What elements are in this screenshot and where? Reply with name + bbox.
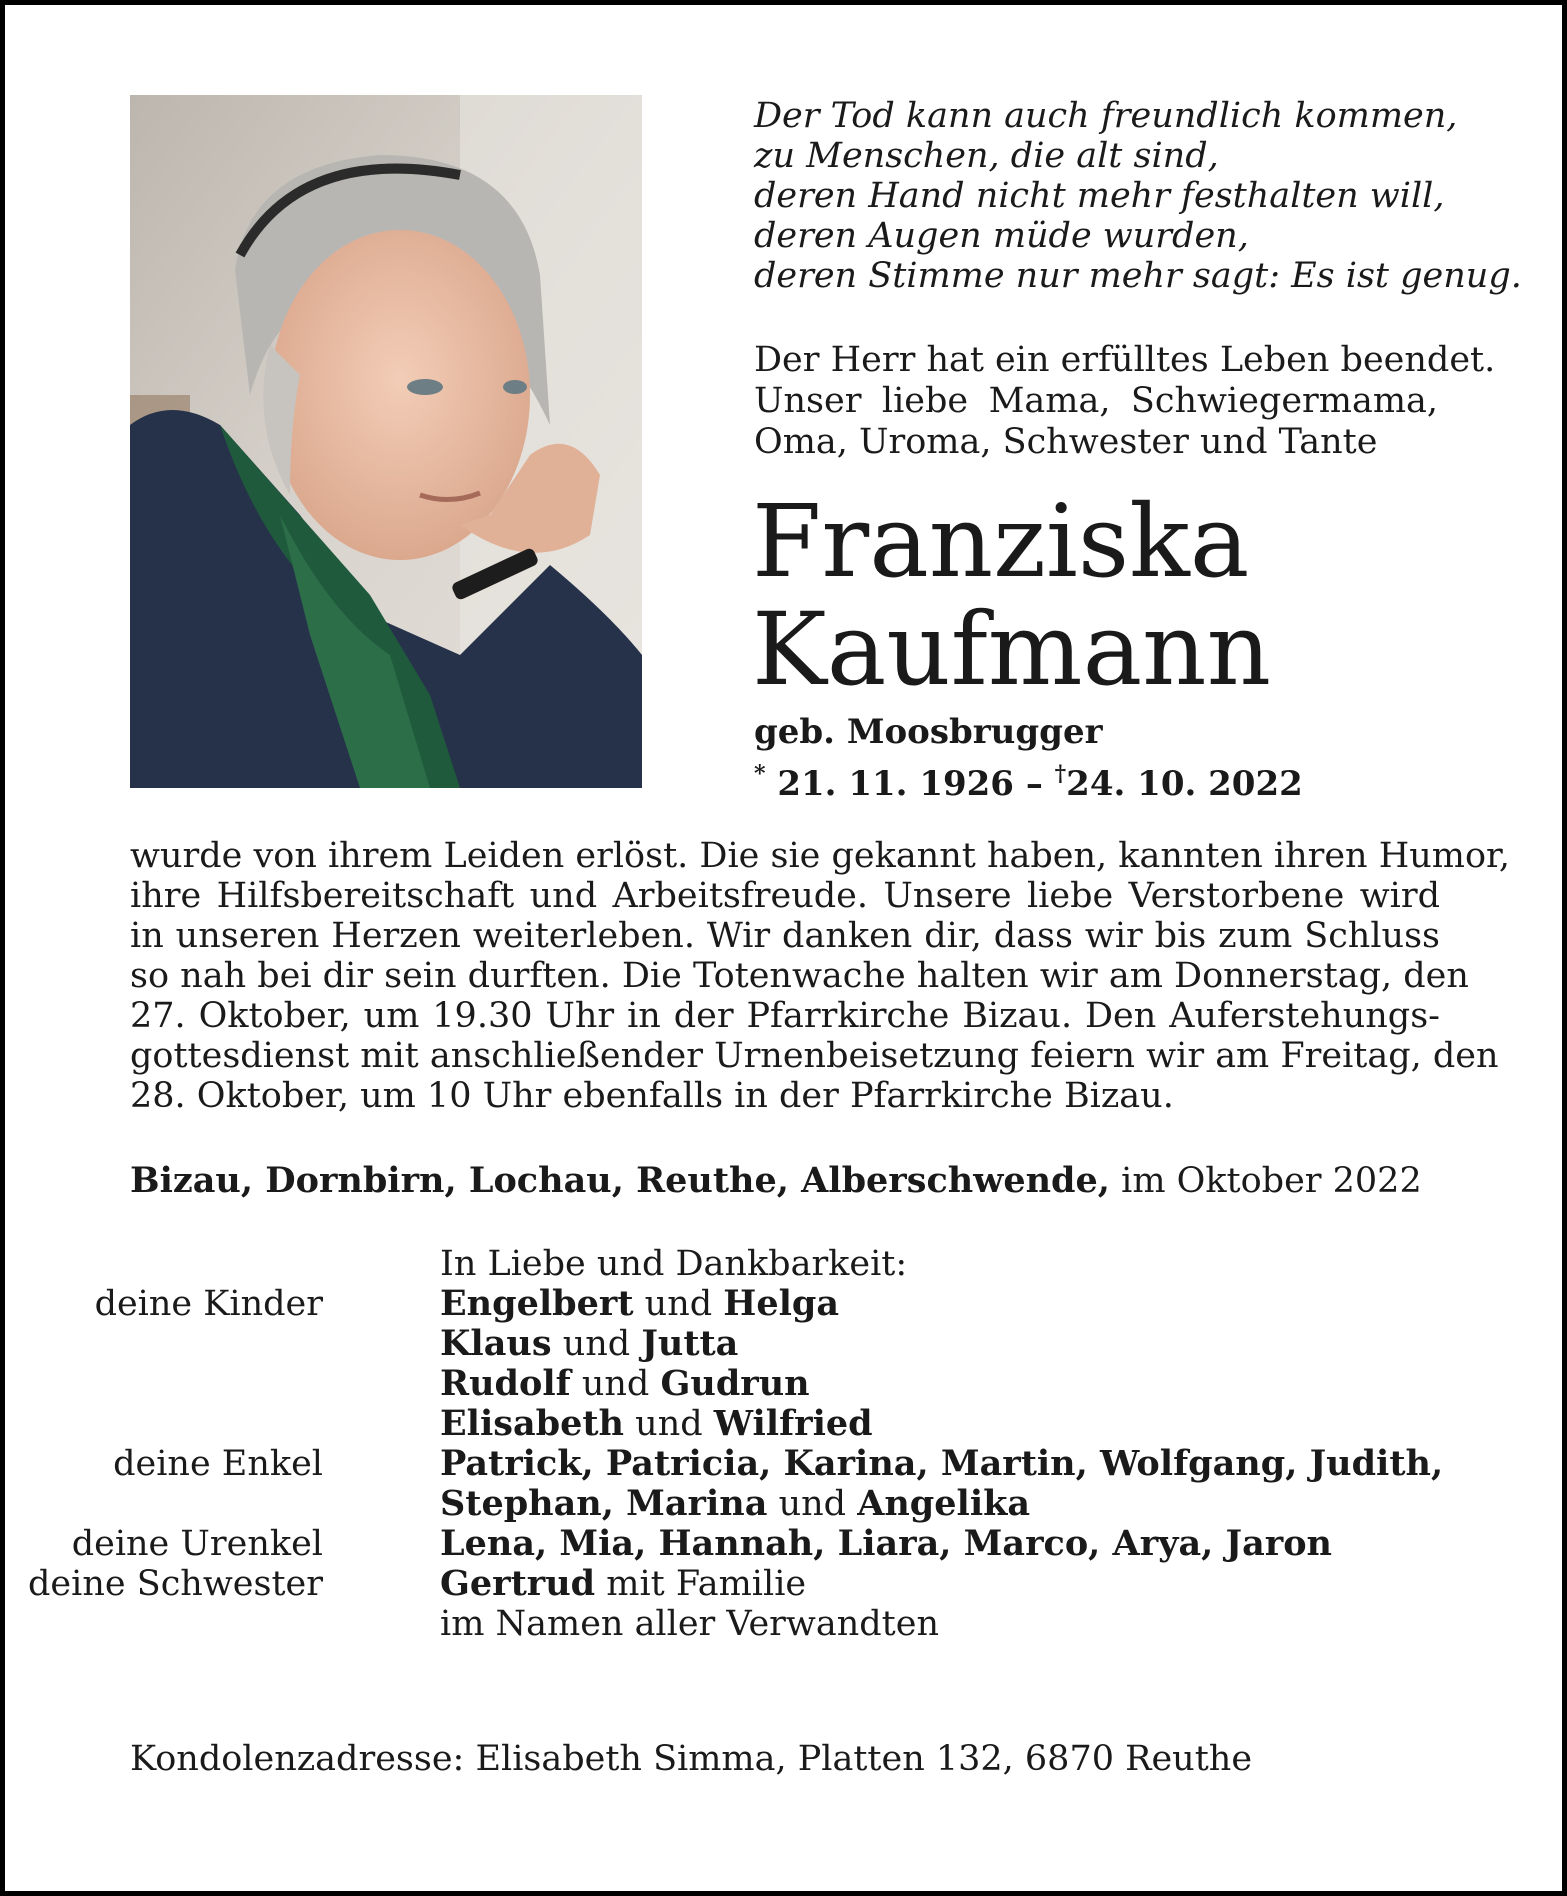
life-dates: [754, 754, 1303, 804]
conjunction: und: [644, 1284, 713, 1324]
places-towns: Bizau, Dornbirn, Lochau, Reuthe, Alberschwende,: [130, 1160, 1110, 1201]
person-names: Lena, Mia, Hannah, Liara, Marco, Arya, Jaron: [440, 1523, 1333, 1564]
enkel-names: [440, 1444, 1443, 1484]
poem-line: deren Hand nicht mehr festhalten will,: [754, 176, 1445, 216]
body-line: in unseren Herzen weiterleben. Wir danken dir, dass wir bis zum Schluss: [130, 916, 1440, 956]
portrait-photo: [130, 95, 642, 788]
person-name: Wilfried: [713, 1403, 873, 1444]
kinder-pair: [440, 1324, 738, 1364]
person-name: Helga: [723, 1283, 840, 1324]
intro-line: Oma, Uroma, Schwester und Tante: [754, 422, 1378, 462]
poem: [754, 96, 1522, 296]
relation-label: deine Enkel: [113, 1444, 323, 1484]
relation-label: deine Urenkel: [71, 1524, 323, 1564]
signoff-heading: In Liebe und Dankbarkeit:: [440, 1244, 908, 1284]
person-name: Engelbert: [440, 1283, 634, 1324]
date-dash: –: [1025, 764, 1043, 804]
first-name: Franziska: [752, 483, 1250, 600]
relatives-line: im Namen aller Verwandten: [440, 1604, 939, 1644]
intro-text: [754, 340, 1496, 463]
person-name: Jutta: [641, 1323, 739, 1364]
relation-label: deine Schwester: [28, 1564, 323, 1604]
body-line: 28. Oktober, um 10 Uhr ebenfalls in der Pfarrkirche Bizau.: [130, 1076, 1174, 1116]
kinder-pair: [440, 1364, 810, 1404]
kinder-pair: [440, 1404, 873, 1444]
schwester-names: [440, 1564, 806, 1604]
body-line: wurde von ihrem Leiden erlöst. Die sie gekannt haben, kannten ihren Humor,: [130, 836, 1511, 876]
conjunction: und: [562, 1324, 631, 1364]
urenkel-names: [440, 1524, 1332, 1564]
condolence-address: Kondolenzadresse: Elisabeth Simma, Platten 132, 6870 Reuthe: [130, 1739, 1253, 1779]
intro-line: Der Herr hat ein erfülltes Leben beendet.: [754, 340, 1496, 380]
conjunction: und: [778, 1484, 847, 1524]
poem-line: deren Stimme nur mehr sagt: Es ist genug.: [754, 256, 1522, 296]
body-line: 27. Oktober, um 19.30 Uhr in der Pfarrkirche Bizau. Den Auferstehungs-: [130, 996, 1440, 1036]
birth-date: 21. 11. 1926: [777, 764, 1014, 804]
deceased-name: [752, 483, 1271, 708]
person-name: Gertrud: [440, 1563, 596, 1604]
death-mark: †: [1054, 761, 1067, 787]
person-name: Rudolf: [440, 1363, 571, 1404]
body-line: so nah bei dir sein durften. Die Totenwache halten wir am Donnerstag, den: [130, 956, 1469, 996]
birth-mark: *: [754, 761, 766, 787]
conjunction: und: [635, 1404, 703, 1444]
person-name: Klaus: [440, 1323, 552, 1364]
death-date: 24. 10. 2022: [1066, 764, 1303, 804]
last-name: Kaufmann: [752, 591, 1271, 708]
body-line: ihre Hilfsbereitschaft und Arbeitsfreude. Unsere liebe Verstorbene wird: [130, 876, 1440, 916]
intro-line: Unser liebe Mama, Schwiegermama,: [754, 381, 1438, 421]
poem-line: deren Augen müde wurden,: [754, 216, 1249, 256]
person-name: Gudrun: [660, 1363, 810, 1404]
kinder-pair: [440, 1284, 839, 1324]
enkel-names: [440, 1484, 1030, 1524]
person-name: Angelika: [857, 1483, 1031, 1524]
poem-line: Der Tod kann auch freundlich kommen,: [754, 96, 1458, 136]
body-line: gottesdienst mit anschließender Urnenbeisetzung feiern wir am Freitag, den: [130, 1036, 1499, 1076]
conjunction: und: [581, 1364, 650, 1404]
signoff: [28, 1244, 1450, 1644]
notice-body: [130, 836, 1511, 1116]
places-line: [130, 1161, 1422, 1201]
person-names: Patrick, Patricia, Karina, Martin, Wolfgang, Judith,: [440, 1443, 1444, 1484]
places-date: im Oktober 2022: [1121, 1161, 1422, 1201]
poem-line: zu Menschen, die alt sind,: [754, 136, 1219, 176]
relation-label: deine Kinder: [94, 1284, 323, 1324]
born-name: geb. Moosbrugger: [754, 712, 1103, 752]
portrait-icon: [130, 95, 642, 788]
schwester-suffix: mit Familie: [606, 1564, 807, 1604]
person-name: Elisabeth: [440, 1403, 625, 1444]
person-names: Stephan, Marina: [440, 1483, 768, 1524]
